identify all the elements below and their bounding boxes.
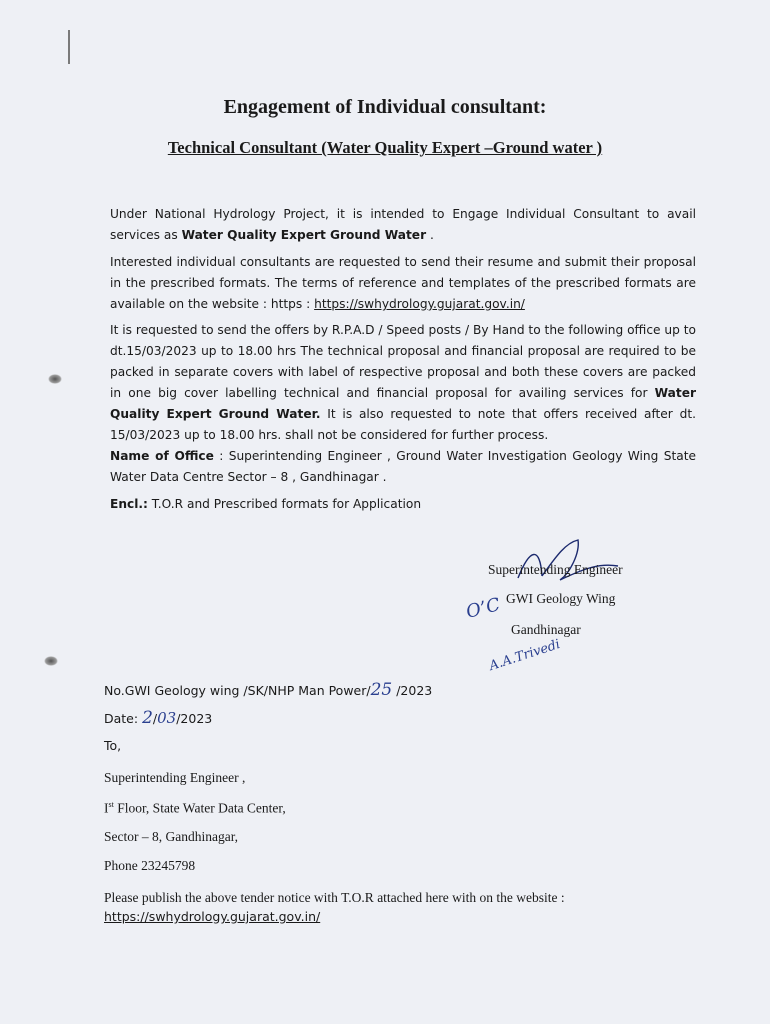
- punch-hole-mark: [48, 374, 62, 384]
- date-day-handwritten: 2: [142, 708, 153, 728]
- offers-end: It is also requested to note that offers received after dt. 15/03/2023 up to 18.00 hrs. shall not be considered for further process.: [110, 407, 696, 442]
- document-title: Engagement of Individual consultant:: [223, 96, 547, 118]
- enclosure-text: T.O.R and Prescribed formats for Application: [147, 497, 422, 511]
- address-floor-number: I: [104, 800, 109, 816]
- office-text: : Superintending Engineer , Ground Water Investigation Geology Wing State Water Data Centre Sector – 8 , Gandhinagar .: [110, 449, 696, 484]
- signatory-place: Gandhinagar: [511, 622, 581, 637]
- intro-text: Under National Hydrology Project, it is intended to Engage Individual Consultant to avail services as: [110, 207, 696, 242]
- intro-bold: Water Quality Expert Ground Water: [181, 228, 427, 242]
- date-month-handwritten: 03: [157, 709, 177, 727]
- publish-request: Please publish the above tender notice with T.O.R attached here with on the website :: [104, 890, 565, 905]
- letter-number-suffix: /2023: [392, 683, 433, 698]
- address-floor-text: Floor, State Water Data Center,: [113, 800, 286, 816]
- signatory-wing: GWI Geology Wing: [506, 591, 616, 606]
- signatory-designation: Superintending Engineer: [488, 562, 623, 577]
- offers-paragraph: [110, 320, 696, 446]
- handwritten-oic: O’C: [463, 594, 503, 623]
- handwritten-name: A.A.Trivedi: [487, 636, 563, 675]
- enclosure-paragraph: [110, 494, 696, 515]
- punch-hole-mark: [44, 656, 58, 666]
- address-line-1: Superintending Engineer ,: [104, 770, 246, 785]
- document-subtitle: Technical Consultant (Water Quality Expert –Ground water ): [167, 138, 603, 157]
- website-link[interactable]: https://swhydrology.gujarat.gov.in/: [314, 297, 525, 311]
- office-paragraph: [110, 446, 696, 488]
- date-label: Date:: [104, 711, 143, 726]
- scan-edge-mark: [68, 30, 70, 64]
- letter-number-prefix: No.GWI Geology wing /SK/NHP Man Power/: [104, 683, 371, 698]
- office-label: Name of Office: [110, 449, 214, 463]
- date-year: /2023: [176, 711, 213, 726]
- address-floor-suffix: st: [108, 800, 114, 809]
- intro-paragraph: [110, 204, 696, 246]
- publish-website-link[interactable]: https://swhydrology.gujarat.gov.in/: [104, 909, 321, 924]
- offers-text: It is requested to send the offers by R.P.A.D / Speed posts / By Hand to the following office up to dt.15/03/2023 up to 18.00 hrs The technical proposal and financial proposal are required to be packed in separate covers with label of respective proposal and both these covers are packed in one big cover labelling technical and financial proposal for availing services for: [110, 323, 696, 400]
- letter-number: [104, 680, 432, 700]
- address-phone: Phone 23245798: [104, 858, 196, 873]
- interested-text: Interested individual consultants are requested to send their resume and submit their proposal in the prescribed formats. The terms of reference and templates of the prescribed formats are available on the website : https :: [110, 255, 696, 311]
- address-line-3: Sector – 8, Gandhinagar,: [104, 829, 239, 844]
- intro-end: .: [426, 228, 434, 242]
- address-line-2: [104, 800, 286, 817]
- enclosure-label: Encl.:: [110, 497, 148, 511]
- offers-bold: Water Quality Expert Ground Water.: [110, 386, 696, 421]
- interested-paragraph: [110, 252, 696, 315]
- letter-to: To,: [104, 738, 122, 753]
- date-separator: /: [152, 711, 158, 726]
- letter-date: [104, 708, 212, 728]
- letter-number-handwritten: 25: [370, 680, 393, 700]
